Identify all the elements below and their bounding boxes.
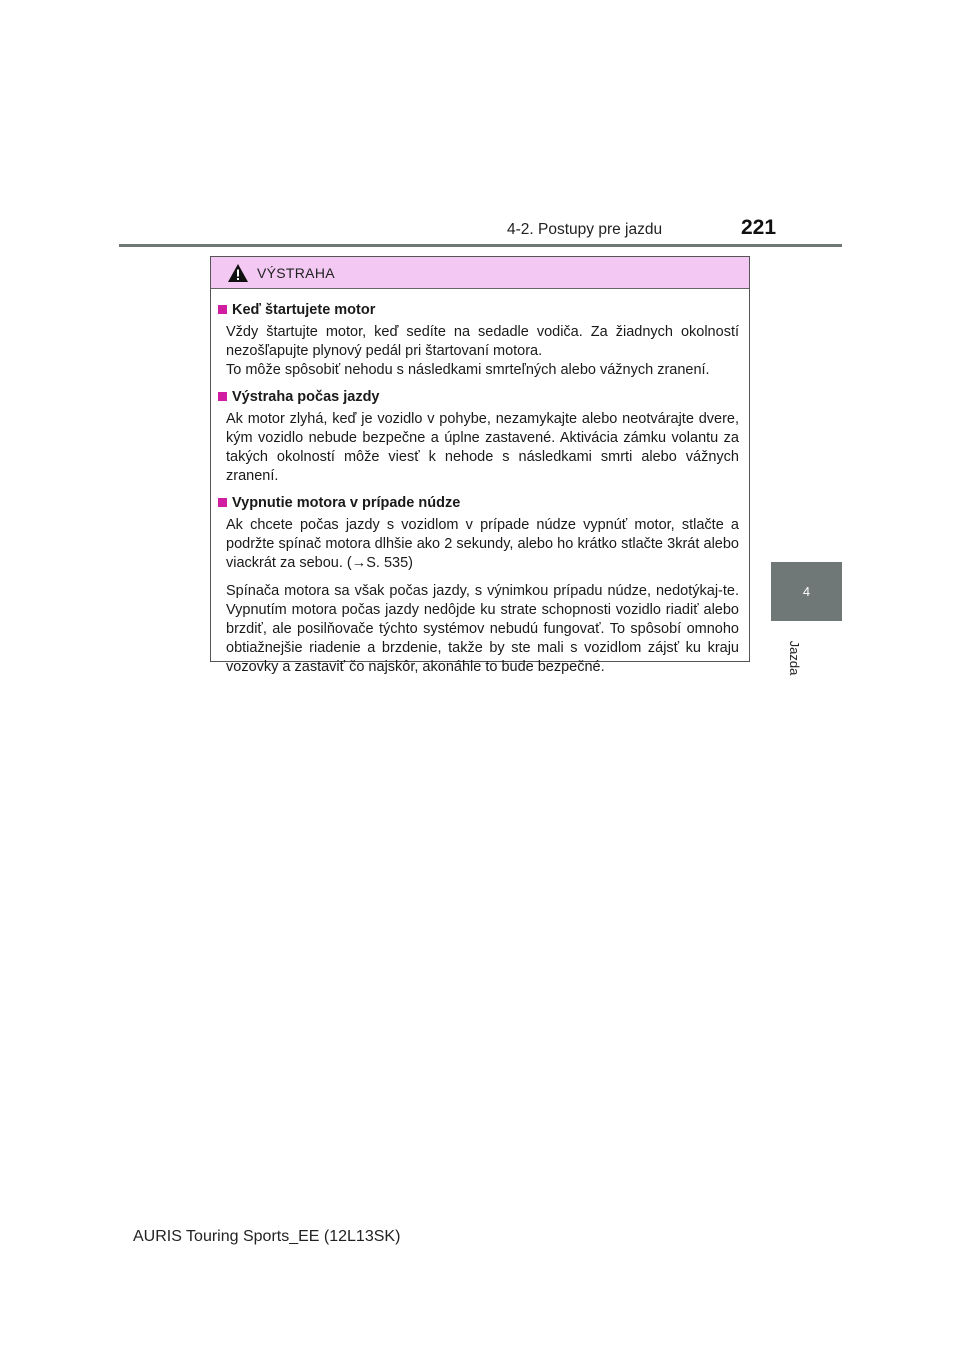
- warning-triangle-icon: [227, 263, 249, 283]
- warning-section-heading: [218, 386, 739, 407]
- warning-body: [211, 289, 749, 677]
- warning-box: [210, 256, 750, 675]
- section-title: 4-2. Postupy pre jazdu: [507, 221, 663, 238]
- square-bullet-icon: [218, 498, 227, 507]
- square-bullet-icon: [218, 305, 227, 314]
- document-footer: AURIS Touring Sports_EE (12L13SK): [133, 1228, 401, 1245]
- warning-title: VÝSTRAHA: [257, 264, 335, 281]
- warning-section: [218, 386, 739, 486]
- section-heading-text: Vypnutie motora v prípade núdze: [232, 494, 461, 511]
- chapter-label: Jazda: [787, 640, 802, 676]
- chapter-number: 4: [802, 584, 811, 599]
- header-rule: [119, 244, 842, 247]
- square-bullet-icon: [218, 392, 227, 401]
- warning-header: [211, 257, 749, 289]
- warning-section: [218, 299, 739, 380]
- page-number: 221: [741, 216, 777, 239]
- warning-section: [218, 492, 739, 677]
- section-heading-text: Keď štartujete motor: [232, 301, 376, 318]
- section-paragraph: Ak chcete počas jazdy s vozidlom v prípade núdze vypnúť motor, stlačte a podržte spínač motora dlhšie ako 2 sekundy, alebo ho krátko stlačte 3krát alebo viackrát za sebou. (→S. 535): [226, 517, 739, 571]
- section-paragraph: Vždy štartujte motor, keď sedíte na sedadle vodiča. Za žiadnych okolností nezošľapujte plynový pedál pri štartovaní motora. To môže spôsobiť nehodu s následkami smrteľných alebo vážnych zranení.: [226, 324, 739, 378]
- warning-section-heading: [218, 299, 739, 320]
- warning-section-heading: [218, 492, 739, 513]
- chapter-tab: [771, 562, 842, 621]
- section-paragraph: Spínača motora sa však počas jazdy, s výnimkou prípadu núdze, nedotýkaj-te. Vypnutím motora počas jazdy nedôjde ku strate schopnosti vozidlo riadiť alebo brzdiť, ale posilňovače týchto systémov nebudú fungovať. To spôsobí omnoho obtiažnejšie riadenie a brzdenie, takže by ste mali s vozidlom zájsť ku kraju vozovky a zastaviť čo najskôr, akonáhle to bude bezpečné.: [226, 583, 739, 675]
- section-heading-text: Výstraha počas jazdy: [232, 388, 380, 405]
- section-paragraph: Ak motor zlyhá, keď je vozidlo v pohybe, nezamykajte alebo neotvárajte dvere, kým vozidlo nebude bezpečne a úplne zastavené. Aktivácia zámku volantu za takých okolností môže viesť k nehode s následkami smrti alebo vážnych zranení.: [226, 411, 739, 484]
